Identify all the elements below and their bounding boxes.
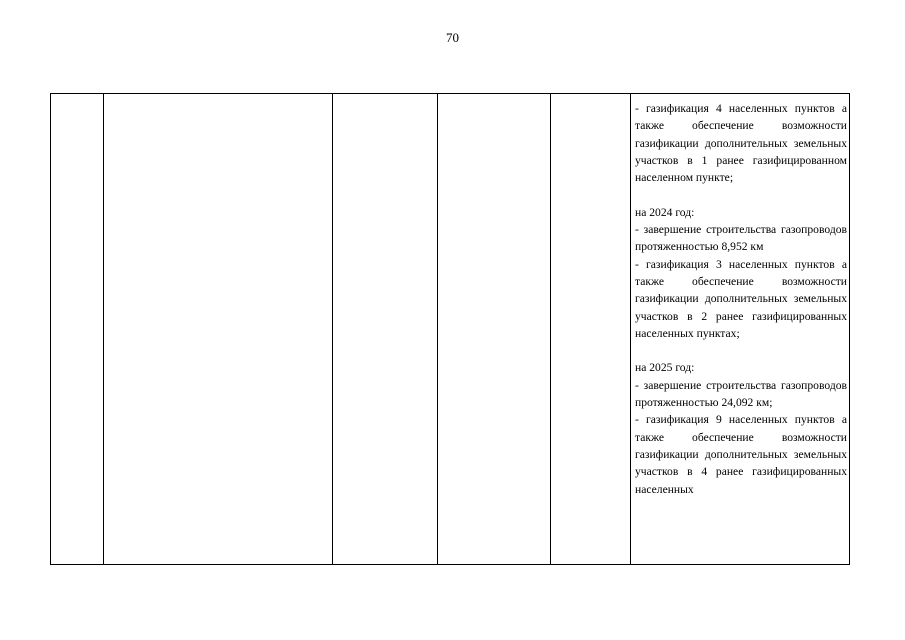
description-paragraph: - газификация 4 населенных пунктов а также обеспечение возможности газификации дополнительных земельных участков в 1 ранее газифицированном населенном пункте; — [635, 102, 847, 185]
table-cell-4 — [438, 94, 551, 565]
page-number: 70 — [446, 30, 459, 45]
paragraph-gap — [635, 186, 847, 203]
table-row — [51, 94, 850, 565]
table-cell-number — [51, 94, 104, 565]
description-paragraph: на 2024 год: — [635, 205, 695, 219]
table-cell-name — [104, 94, 333, 565]
description-paragraph: на 2025 год: — [635, 361, 695, 375]
paragraph-gap — [635, 342, 847, 359]
description-paragraph: - завершение строительства газопроводов протяженностью 8,952 км — [635, 223, 847, 254]
table-cell-description — [631, 94, 850, 565]
description-paragraph: - газификация 3 населенных пунктов а также обеспечение возможности газификации дополнительных земельных участков в 2 ранее газифицированных населенных пунктах; — [635, 257, 847, 340]
description-text — [635, 100, 847, 498]
table-cell-5 — [551, 94, 631, 565]
document-table — [50, 93, 850, 565]
description-paragraph: - завершение строительства газопроводов протяженностью 24,092 км; — [635, 378, 847, 410]
description-paragraph: - газификация 9 населенных пунктов а также обеспечение возможности газификации дополнительных земельных участков в 4 ранее газифицированных населенных — [635, 413, 847, 496]
table-cell-3 — [333, 94, 438, 565]
